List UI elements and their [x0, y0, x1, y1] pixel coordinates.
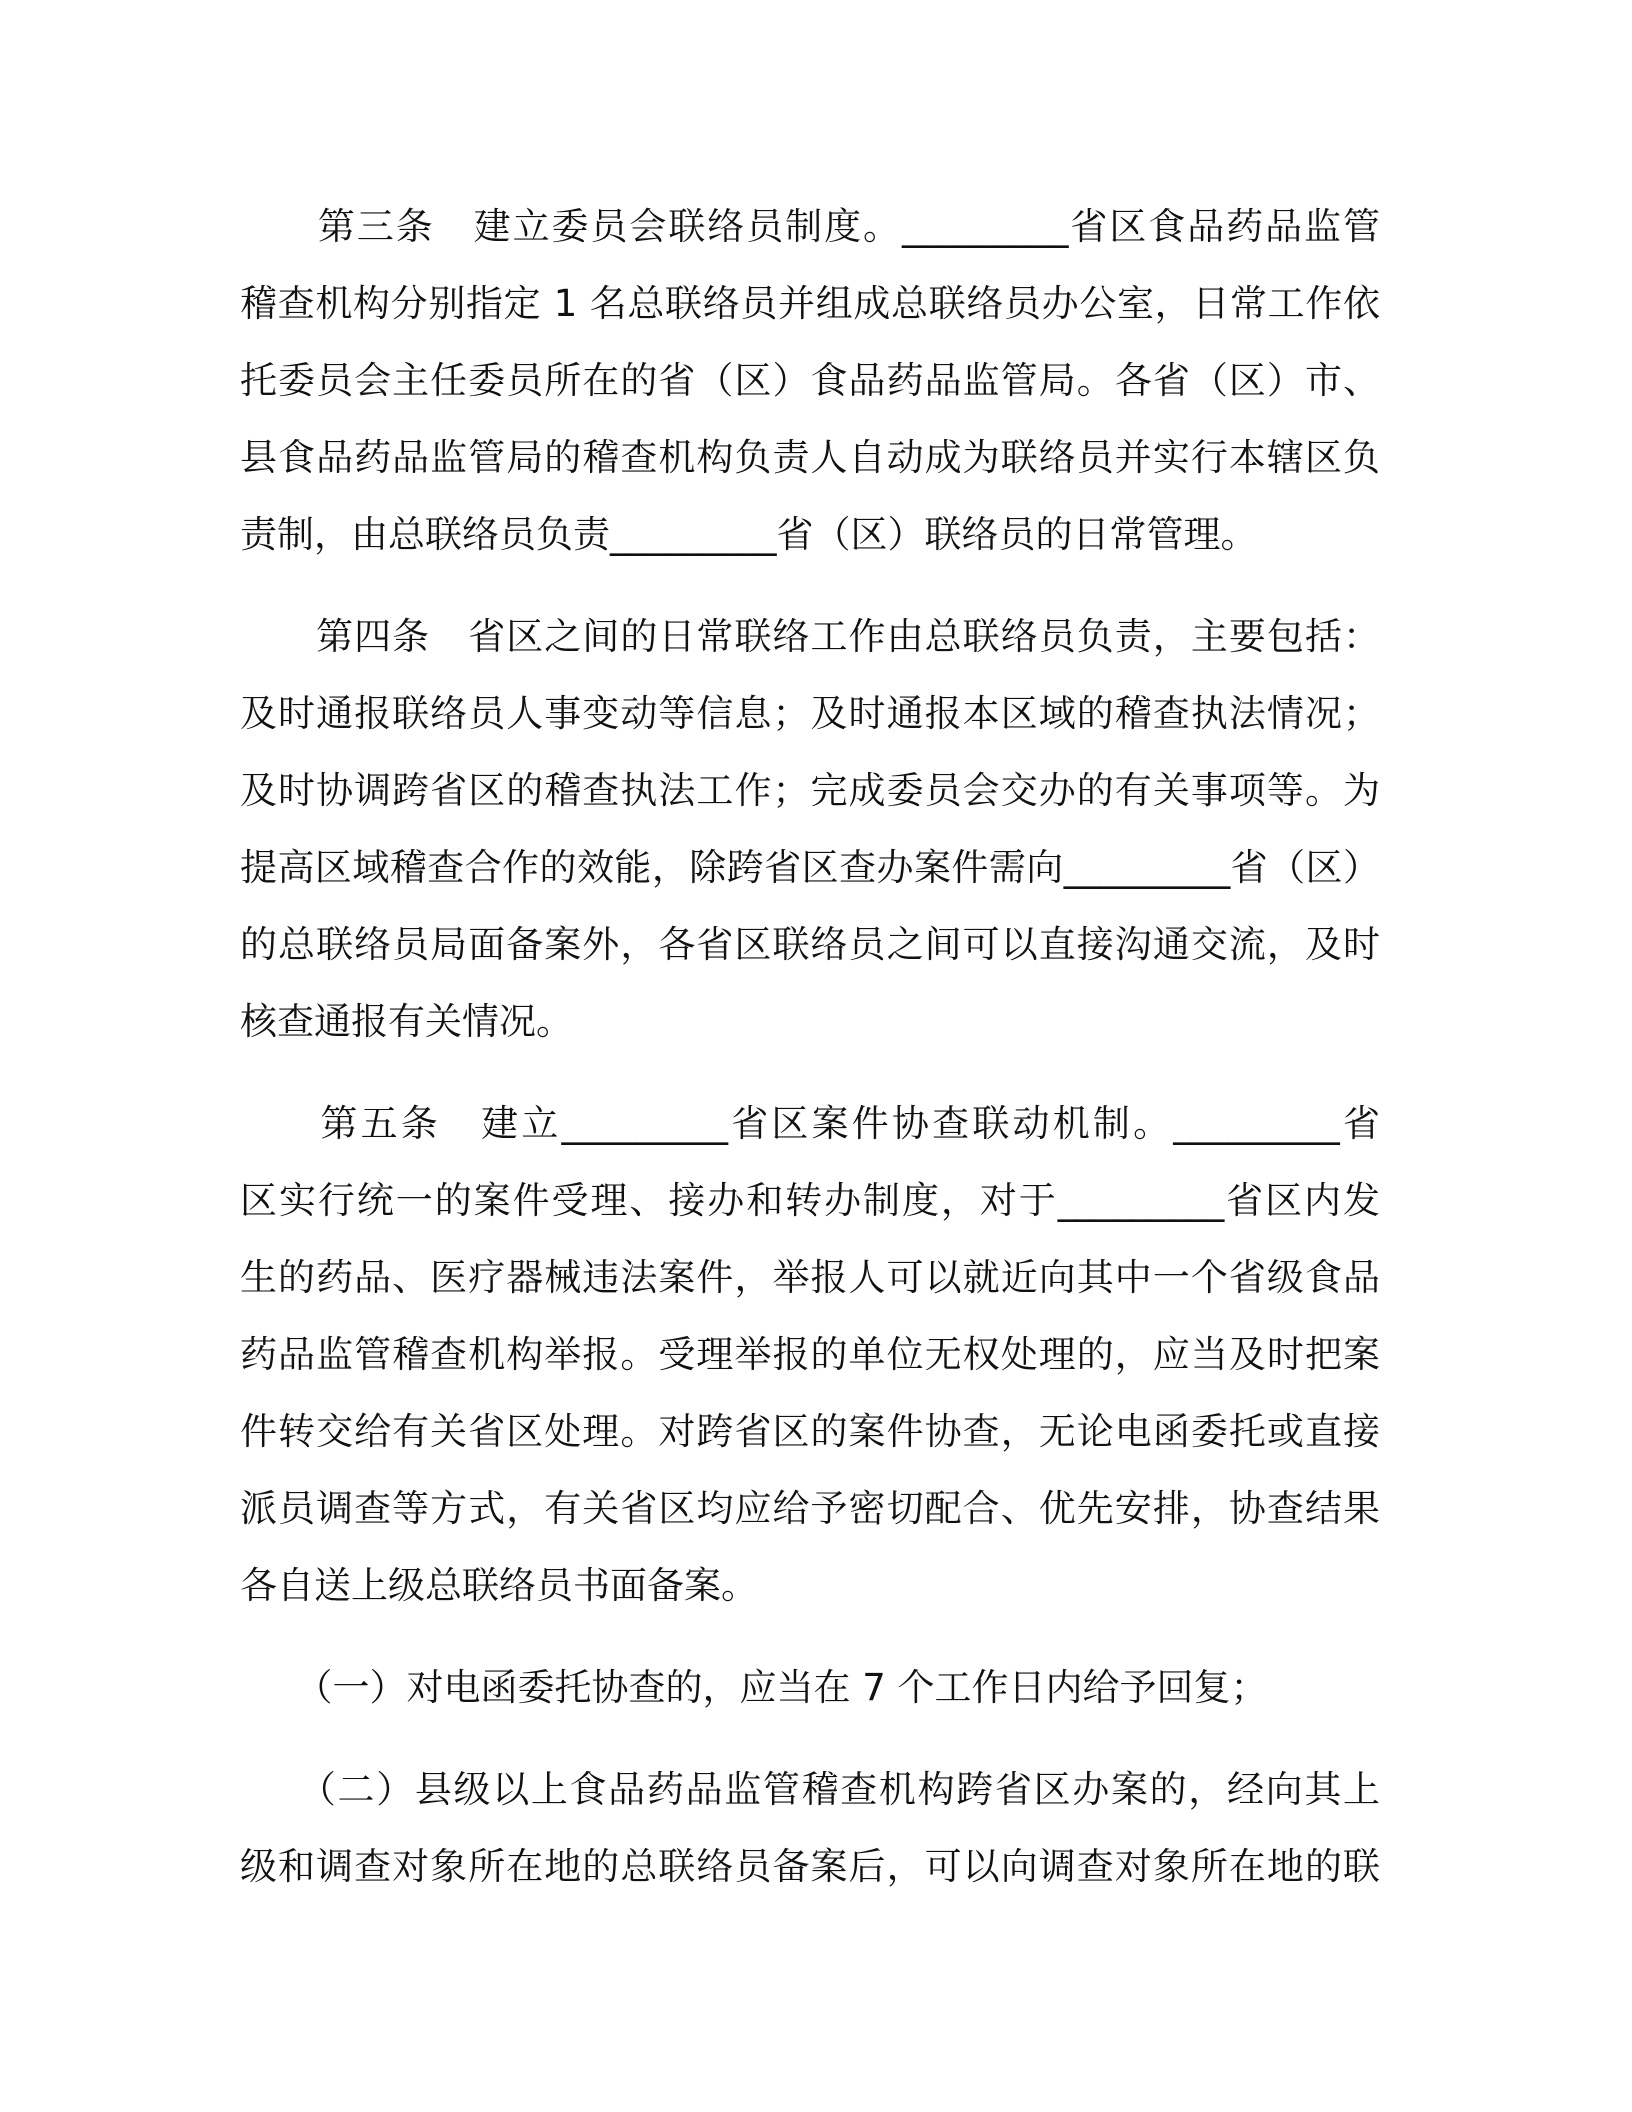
text-line: 药品监管稽查机构举报。受理举报的单位无权处理的，应当及时把案 [240, 1333, 1380, 1376]
text-line: 及时协调跨省区的稽查执法工作；完成委员会交办的有关事项等。为 [240, 769, 1380, 812]
item-2-paragraph [240, 1751, 1380, 1905]
text-line: 第三条 建立委员会联络员制度。_________省区食品药品监管 [240, 205, 1380, 248]
text-line: 稽查机构分别指定 1 名总联络员并组成总联络员办公室，日常工作依 [240, 282, 1380, 325]
text-line: 及时通报联络员人事变动等信息；及时通报本区域的稽查执法情况； [240, 692, 1380, 735]
text-line: 提高区域稽查合作的效能，除跨省区查办案件需向_________省（区） [240, 846, 1380, 889]
text-line: 的总联络员局面备案外，各省区联络员之间可以直接沟通交流，及时 [240, 923, 1380, 966]
text-line: （一）对电函委托协查的，应当在 7 个工作日内给予回复； [240, 1666, 1268, 1709]
text-line: 第五条 建立_________省区案件协查联动机制。_________省 [240, 1102, 1380, 1145]
text-line: 生的药品、医疗器械违法案件，举报人可以就近向其中一个省级食品 [240, 1256, 1380, 1299]
article-4-paragraph [240, 598, 1380, 1060]
text-line: 责制，由总联络员负责_________省（区）联络员的日常管理。 [240, 513, 1258, 556]
text-line: 县食品药品监管局的稽查机构负责人自动成为联络员并实行本辖区负 [240, 436, 1380, 479]
text-line: 各自送上级总联络员书面备案。 [240, 1564, 758, 1607]
text-line: 核查通报有关情况。 [240, 1000, 573, 1043]
text-line: （二）县级以上食品药品监管稽查机构跨省区办案的，经向其上 [240, 1768, 1380, 1811]
text-line: 件转交给有关省区处理。对跨省区的案件协查，无论电函委托或直接 [240, 1410, 1380, 1453]
article-3-paragraph [240, 188, 1380, 573]
text-line: 托委员会主任委员所在的省（区）食品药品监管局。各省（区）市、 [240, 359, 1380, 402]
text-line: 派员调查等方式，有关省区均应给予密切配合、优先安排，协查结果 [240, 1487, 1380, 1530]
document-page [240, 188, 1380, 1930]
article-5-paragraph [240, 1085, 1380, 1624]
text-line: 级和调查对象所在地的总联络员备案后，可以向调查对象所在地的联 [240, 1845, 1380, 1888]
text-line: 区实行统一的案件受理、接办和转办制度，对于_________省区内发 [240, 1179, 1380, 1222]
item-1-paragraph [240, 1649, 1380, 1726]
text-line: 第四条 省区之间的日常联络工作由总联络员负责，主要包括： [240, 615, 1380, 658]
